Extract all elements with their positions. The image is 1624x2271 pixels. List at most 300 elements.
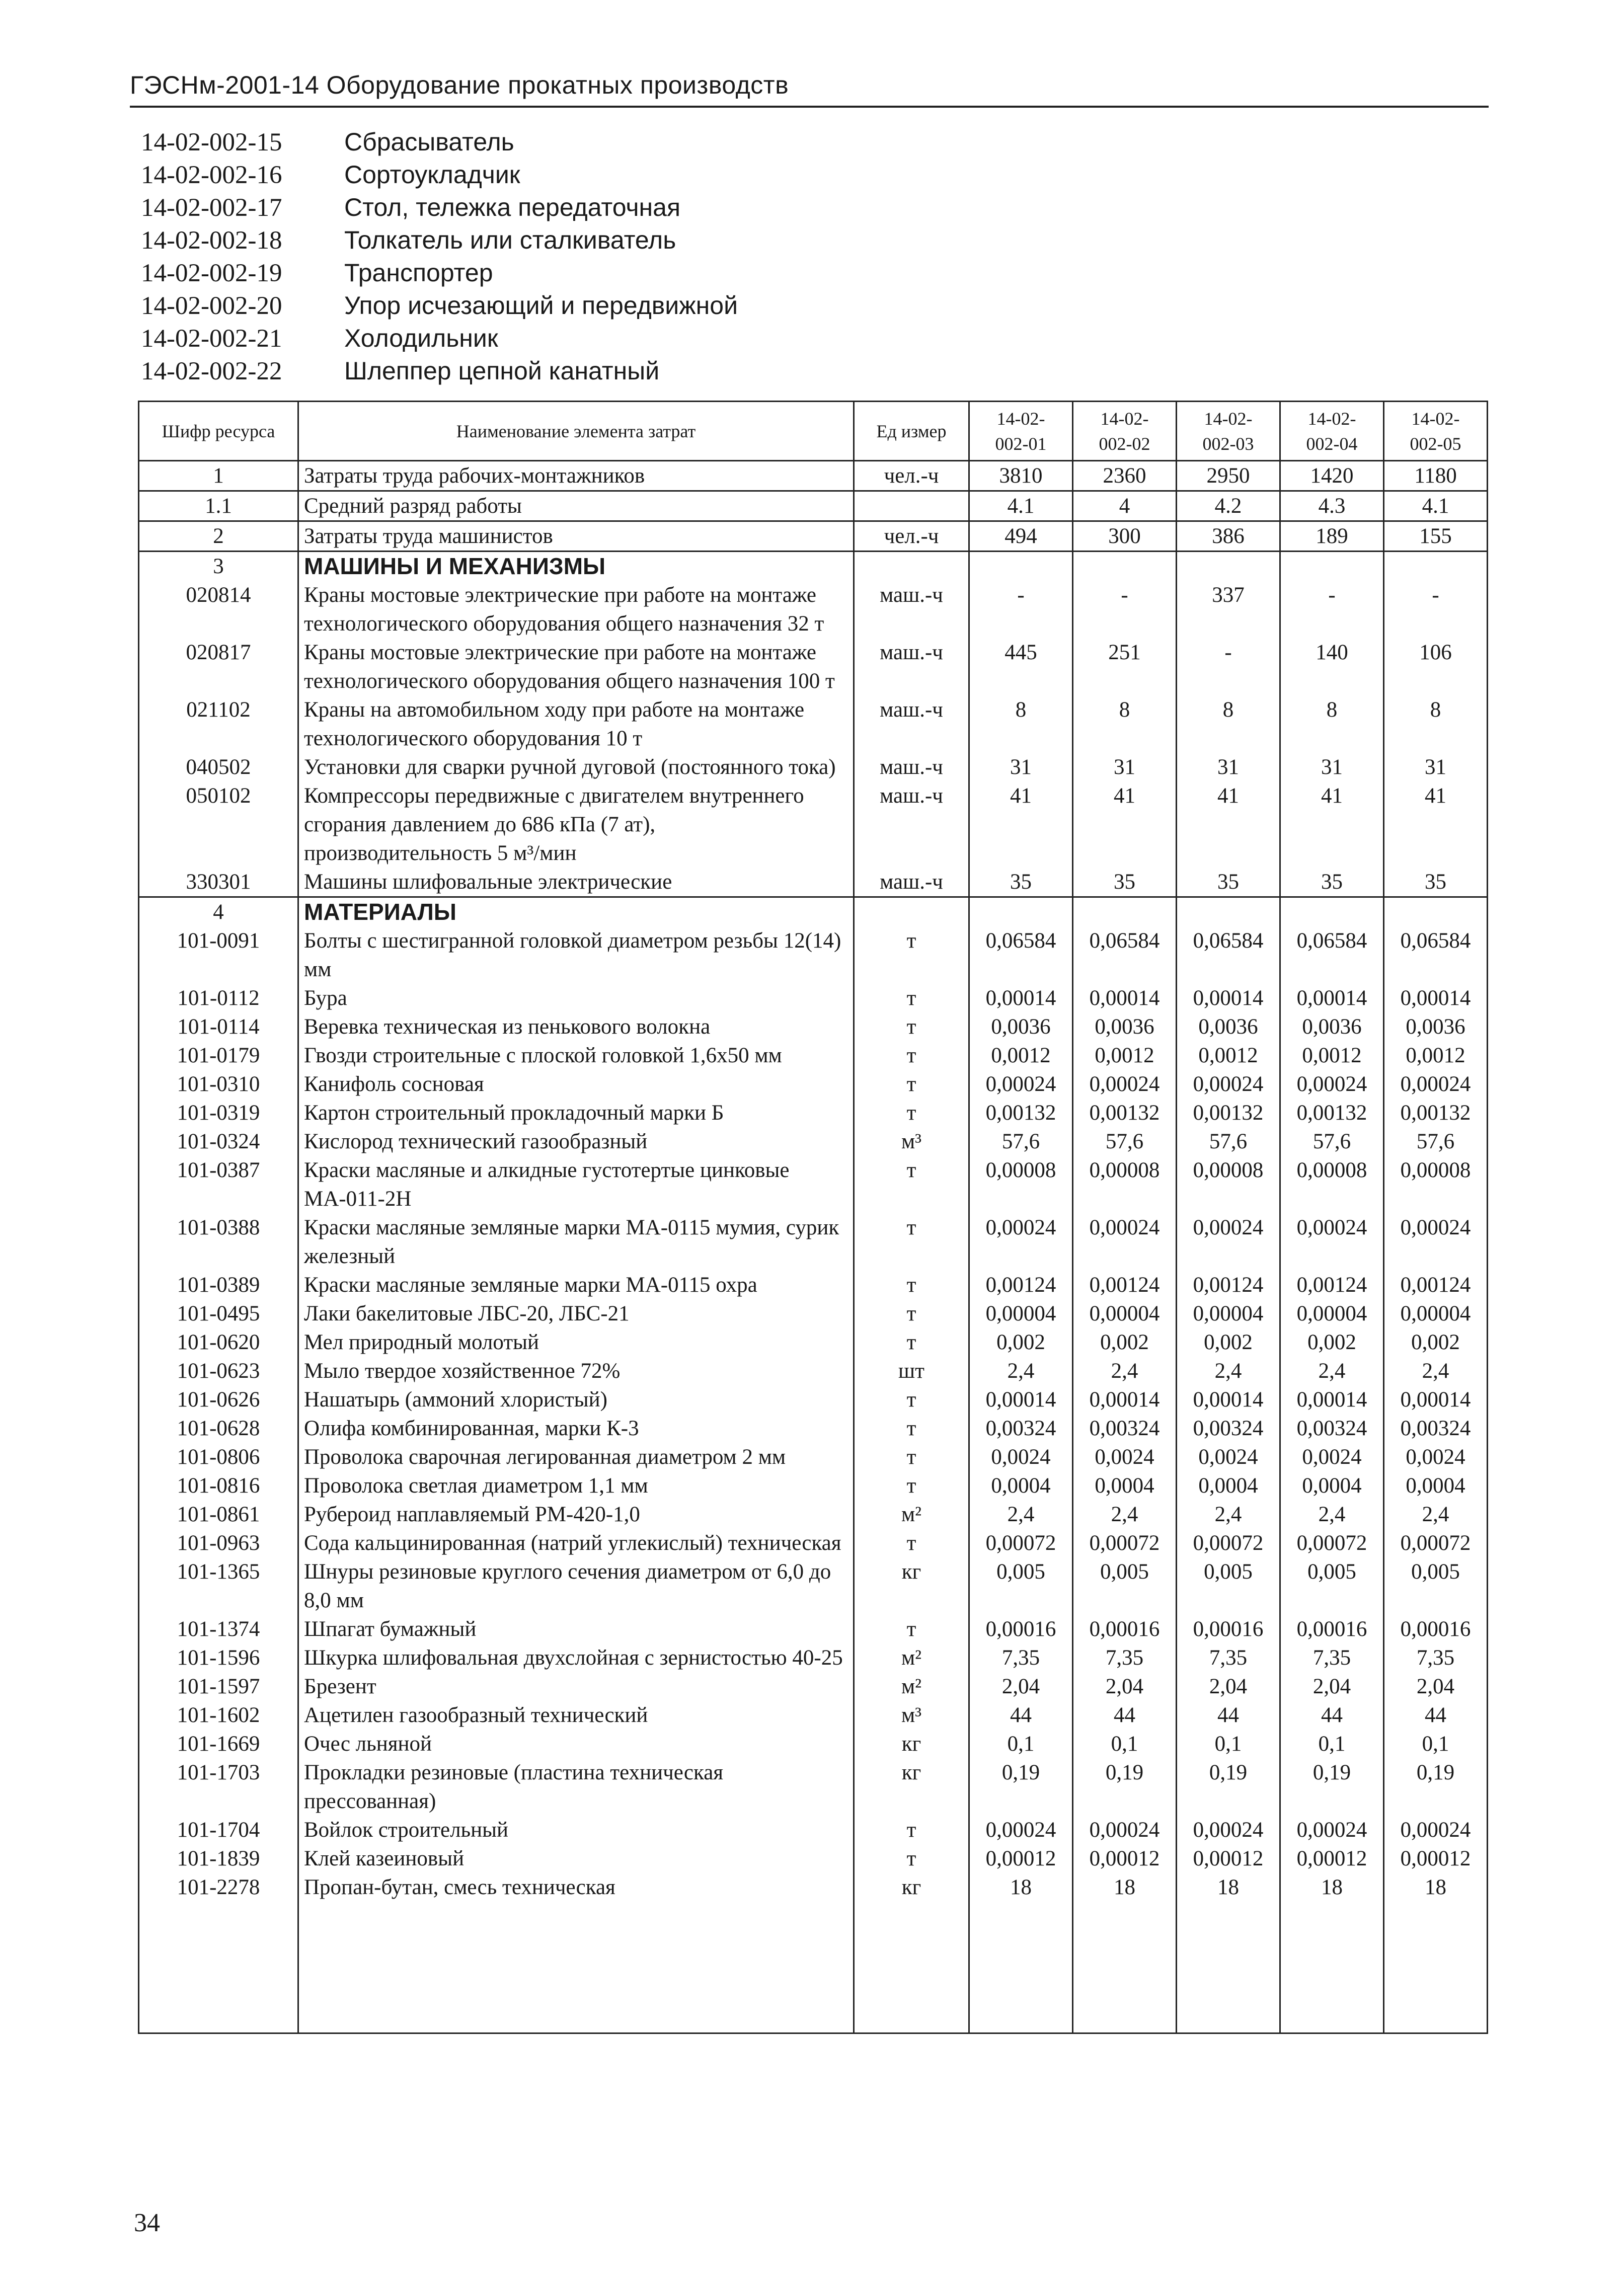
cell-value: 0,002 (1177, 1328, 1280, 1357)
cell-value: 0,00324 (1073, 1414, 1177, 1443)
cell-value (969, 897, 1073, 927)
cell-unit: маш.-ч (854, 868, 969, 897)
table-row (139, 638, 1488, 695)
table-row (139, 1443, 1488, 1471)
cell-value: 35 (1177, 868, 1280, 897)
cell-value: 0,005 (1073, 1557, 1177, 1615)
cell-name: Шкурка шлифовальная двухслойная с зернистостью 40-25 (298, 1643, 854, 1672)
cell-code: 101-0963 (139, 1529, 298, 1557)
cell-value: 0,0004 (1384, 1471, 1488, 1500)
cell-value: 0,00004 (1280, 1299, 1384, 1328)
cell-value: 0,00016 (1280, 1615, 1384, 1643)
code-list-name: Шлеппер цепной канатный (344, 357, 660, 385)
table-row (139, 1730, 1488, 1758)
cell-value (1384, 552, 1488, 581)
cell-value: 18 (1177, 1873, 1280, 1902)
cell-code: 101-1602 (139, 1701, 298, 1730)
cell-value: 0,005 (1384, 1557, 1488, 1615)
cell-value: 57,6 (969, 1127, 1073, 1156)
cell-code: 101-0324 (139, 1127, 298, 1156)
cell-value: 0,00012 (969, 1844, 1073, 1873)
table-row (139, 1385, 1488, 1414)
cell-value: 0,00004 (1384, 1299, 1488, 1328)
code-list-item (141, 191, 738, 224)
table-row (139, 1012, 1488, 1041)
cell-value (969, 552, 1073, 581)
table-row (139, 1643, 1488, 1672)
cell-value: 7,35 (1073, 1643, 1177, 1672)
cell-value: 4 (1073, 491, 1177, 521)
cell-unit: м³ (854, 1701, 969, 1730)
cell-value: - (1384, 581, 1488, 638)
table-row (139, 897, 1488, 927)
cell-value: 251 (1073, 638, 1177, 695)
cell-value: 0,00014 (1280, 984, 1384, 1012)
cell-value: 0,0004 (1280, 1471, 1384, 1500)
cell-code: 330301 (139, 868, 298, 897)
cell-name: Краны мостовые электрические при работе на монтаже технологического оборудования общего назначения 100 т (298, 638, 854, 695)
cell-unit: т (854, 1414, 969, 1443)
cell-value: 0,1 (1177, 1730, 1280, 1758)
cell-value: 0,06584 (969, 926, 1073, 984)
code-list-name: Транспортер (344, 259, 493, 287)
cell-unit: т (854, 1816, 969, 1844)
table-row (139, 781, 1488, 868)
cell-value: 0,06584 (1073, 926, 1177, 984)
cell-blank (1177, 1902, 1280, 2033)
cell-value: 0,00124 (1280, 1271, 1384, 1299)
table-row (139, 1701, 1488, 1730)
cell-value: 0,005 (1177, 1557, 1280, 1615)
cell-name: Проволока сварочная легированная диаметром 2 мм (298, 1443, 854, 1471)
cell-unit: чел.-ч (854, 461, 969, 491)
cell-value: 0,00014 (969, 1385, 1073, 1414)
cell-name: Краски масляные и алкидные густотертые цинковые МА-011-2Н (298, 1156, 854, 1213)
cell-unit: т (854, 1099, 969, 1127)
cell-value: 0,00324 (1177, 1414, 1280, 1443)
page-header-title: ГЭСНм-2001-14 Оборудование прокатных производств (130, 71, 789, 99)
cell-value: 0,002 (1280, 1328, 1384, 1357)
cell-value: 7,35 (1384, 1643, 1488, 1672)
page-number: 34 (134, 2209, 160, 2237)
cell-value: - (969, 581, 1073, 638)
table-row (139, 1127, 1488, 1156)
cell-code: 1.1 (139, 491, 298, 521)
cell-unit: кг (854, 1873, 969, 1902)
cell-code: 101-0389 (139, 1271, 298, 1299)
cell-unit: кг (854, 1758, 969, 1816)
cell-value: 0,19 (1177, 1758, 1280, 1816)
cell-value: 2,4 (1177, 1357, 1280, 1385)
cell-value: 0,1 (1280, 1730, 1384, 1758)
cell-value: 31 (1073, 753, 1177, 781)
cell-value: 0,00024 (969, 1816, 1073, 1844)
cell-value: 0,0036 (969, 1012, 1073, 1041)
cell-value: 0,0012 (1073, 1041, 1177, 1070)
cell-value: 0,00004 (1177, 1299, 1280, 1328)
cell-name: Лаки бакелитовые ЛБС-20, ЛБС-21 (298, 1299, 854, 1328)
cell-value: 2,4 (1280, 1500, 1384, 1529)
code-list-code: 14-02-002-19 (141, 259, 282, 287)
cell-value: 0,19 (1073, 1758, 1177, 1816)
cell-value: 0,0024 (1073, 1443, 1177, 1471)
cell-value: 57,6 (1280, 1127, 1384, 1156)
cell-value: 2,04 (1384, 1672, 1488, 1701)
cell-value: 0,06584 (1177, 926, 1280, 984)
table-header-row (139, 402, 1488, 461)
code-list-code: 14-02-002-16 (141, 161, 282, 189)
cell-value: 2,04 (969, 1672, 1073, 1701)
code-list-code: 14-02-002-15 (141, 128, 282, 156)
cell-name: Пропан-бутан, смесь техническая (298, 1873, 854, 1902)
cell-blank (1073, 1902, 1177, 2033)
cell-code: 1 (139, 461, 298, 491)
cell-value: 31 (1177, 753, 1280, 781)
table-row (139, 695, 1488, 753)
cell-value: 18 (969, 1873, 1073, 1902)
cell-value: 7,35 (1280, 1643, 1384, 1672)
cell-value: 0,19 (969, 1758, 1073, 1816)
cell-value: 0,00016 (969, 1615, 1073, 1643)
cell-value: 0,06584 (1384, 926, 1488, 984)
cell-blank (854, 1902, 969, 2033)
col-header-name: Наименование элемента затрат (298, 402, 854, 461)
cell-value: 0,00132 (1177, 1099, 1280, 1127)
cell-value (1280, 552, 1384, 581)
table-row (139, 1758, 1488, 1816)
cell-name: Нашатырь (аммоний хлористый) (298, 1385, 854, 1414)
cell-name: Канифоль сосновая (298, 1070, 854, 1099)
cell-value: 0,005 (1280, 1557, 1384, 1615)
cell-value: 0,00012 (1177, 1844, 1280, 1873)
cell-value: 57,6 (1073, 1127, 1177, 1156)
code-list-item (141, 126, 738, 159)
cell-value: 57,6 (1384, 1127, 1488, 1156)
cell-value: 0,0012 (1384, 1041, 1488, 1070)
cell-unit: м³ (854, 1127, 969, 1156)
cell-name: Установки для сварки ручной дуговой (постоянного тока) (298, 753, 854, 781)
cell-value: 0,00024 (1280, 1070, 1384, 1099)
cell-name: Прокладки резиновые (пластина техническая прессованная) (298, 1758, 854, 1816)
cell-code: 101-0091 (139, 926, 298, 984)
cell-value: 44 (1073, 1701, 1177, 1730)
cell-blank (139, 1902, 298, 2033)
cell-code: 101-1374 (139, 1615, 298, 1643)
table-row (139, 1557, 1488, 1615)
cell-value: 0,00012 (1073, 1844, 1177, 1873)
cell-unit: т (854, 1041, 969, 1070)
cell-unit: м² (854, 1500, 969, 1529)
cell-unit: т (854, 984, 969, 1012)
cell-unit: кг (854, 1557, 969, 1615)
cell-value: 8 (1177, 695, 1280, 753)
table-blank-row (139, 1902, 1488, 2033)
cell-name: Шнуры резиновые круглого сечения диаметром от 6,0 до 8,0 мм (298, 1557, 854, 1615)
cell-value: 0,00014 (1177, 984, 1280, 1012)
cell-value: 41 (1384, 781, 1488, 868)
table-row (139, 1271, 1488, 1299)
cell-unit: т (854, 1471, 969, 1500)
cell-value: 0,002 (1384, 1328, 1488, 1357)
cell-unit (854, 552, 969, 581)
cell-code: 101-0179 (139, 1041, 298, 1070)
cell-name: Очес льняной (298, 1730, 854, 1758)
code-list-name: Холодильник (344, 324, 498, 352)
cell-value: 0,00008 (1384, 1156, 1488, 1213)
cell-name: Войлок строительный (298, 1816, 854, 1844)
cell-value: 0,0036 (1073, 1012, 1177, 1041)
cell-name: Брезент (298, 1672, 854, 1701)
cell-unit: т (854, 1529, 969, 1557)
cell-value: 0,00014 (1073, 1385, 1177, 1414)
cell-value: 41 (969, 781, 1073, 868)
table-row (139, 753, 1488, 781)
cell-value: 35 (1280, 868, 1384, 897)
cell-value: 155 (1384, 521, 1488, 552)
cell-value: 0,00008 (1177, 1156, 1280, 1213)
cell-value: 0,06584 (1280, 926, 1384, 984)
cell-value: 0,00124 (1177, 1271, 1280, 1299)
cell-value: 0,0004 (969, 1471, 1073, 1500)
cell-value: 0,00008 (969, 1156, 1073, 1213)
cell-name: Краски масляные земляные марки МА-0115 охра (298, 1271, 854, 1299)
table-row (139, 1873, 1488, 1902)
code-list-code: 14-02-002-21 (141, 325, 282, 353)
cell-value: 0,0024 (1177, 1443, 1280, 1471)
cell-name: Болты с шестигранной головкой диаметром резьбы 12(14) мм (298, 926, 854, 984)
cell-value: 7,35 (1177, 1643, 1280, 1672)
cell-name: Веревка техническая из пенькового волокна (298, 1012, 854, 1041)
cell-value: 2,04 (1177, 1672, 1280, 1701)
cell-value: 7,35 (969, 1643, 1073, 1672)
cell-code: 101-0806 (139, 1443, 298, 1471)
table-row (139, 1328, 1488, 1357)
cell-value: 41 (1073, 781, 1177, 868)
cell-value (1073, 552, 1177, 581)
cell-value: 2,4 (969, 1500, 1073, 1529)
cell-unit: шт (854, 1357, 969, 1385)
cell-value: 0,00014 (969, 984, 1073, 1012)
cell-value: 0,00024 (969, 1070, 1073, 1099)
cell-value: 386 (1177, 521, 1280, 552)
cell-code: 050102 (139, 781, 298, 868)
cell-unit: т (854, 1385, 969, 1414)
cell-value: 0,0036 (1177, 1012, 1280, 1041)
cell-value: 4.1 (969, 491, 1073, 521)
cell-value: 0,00024 (1280, 1213, 1384, 1271)
table-row (139, 581, 1488, 638)
table-row (139, 1213, 1488, 1271)
code-list-name: Упор исчезающий и передвижной (344, 291, 738, 320)
cell-unit: маш.-ч (854, 638, 969, 695)
code-list-name: Стол, тележка передаточная (344, 193, 681, 221)
cell-value: 300 (1073, 521, 1177, 552)
cell-value: 0,00008 (1073, 1156, 1177, 1213)
cell-code: 101-0112 (139, 984, 298, 1012)
cell-value: 0,1 (1073, 1730, 1177, 1758)
cell-name: Бура (298, 984, 854, 1012)
cell-value (1073, 897, 1177, 927)
cell-name: МАШИНЫ И МЕХАНИЗМЫ (298, 552, 854, 581)
cell-value: 31 (1384, 753, 1488, 781)
cell-value: 0,00004 (1073, 1299, 1177, 1328)
table-row (139, 552, 1488, 581)
cell-value: 0,0024 (969, 1443, 1073, 1471)
cell-value: - (1280, 581, 1384, 638)
table-row (139, 926, 1488, 984)
cell-name: Затраты труда рабочих-монтажников (298, 461, 854, 491)
cell-name: Краны мостовые электрические при работе на монтаже технологического оборудования общего назначения 32 т (298, 581, 854, 638)
cell-name: Проволока светлая диаметром 1,1 мм (298, 1471, 854, 1500)
table-row (139, 1471, 1488, 1500)
cell-value: 106 (1384, 638, 1488, 695)
cell-code: 101-0626 (139, 1385, 298, 1414)
cell-value: 0,00132 (1280, 1099, 1384, 1127)
cell-value: 8 (1073, 695, 1177, 753)
cell-value: 2,4 (1073, 1500, 1177, 1529)
cell-value (1384, 897, 1488, 927)
code-list-item (141, 257, 738, 289)
cell-name: Краски масляные земляные марки МА-0115 мумия, сурик железный (298, 1213, 854, 1271)
cell-value: 0,00024 (1384, 1213, 1488, 1271)
cell-value: 1180 (1384, 461, 1488, 491)
table-row (139, 461, 1488, 491)
cell-value: 18 (1384, 1873, 1488, 1902)
cell-value: 35 (969, 868, 1073, 897)
cell-value: 18 (1073, 1873, 1177, 1902)
cell-value: 0,00014 (1177, 1385, 1280, 1414)
cell-unit: чел.-ч (854, 521, 969, 552)
cell-value: 494 (969, 521, 1073, 552)
cell-value: 0,00024 (1384, 1070, 1488, 1099)
cell-value: 0,00014 (1384, 1385, 1488, 1414)
resource-table (138, 401, 1488, 2034)
cell-value: 0,0036 (1384, 1012, 1488, 1041)
cell-value: 2,4 (1073, 1357, 1177, 1385)
cell-value: 0,00124 (1384, 1271, 1488, 1299)
cell-unit: т (854, 1443, 969, 1471)
col-header-5: 14-02- 002-05 (1384, 402, 1488, 461)
code-list-item (141, 355, 738, 387)
cell-value: 2,4 (1384, 1500, 1488, 1529)
cell-value: 0,0036 (1280, 1012, 1384, 1041)
cell-value: 0,00016 (1073, 1615, 1177, 1643)
cell-value: 0,002 (1073, 1328, 1177, 1357)
cell-name: Мел природный молотый (298, 1328, 854, 1357)
col-header-1: 14-02- 002-01 (969, 402, 1073, 461)
cell-value: 2,4 (1280, 1357, 1384, 1385)
cell-value: 2,04 (1280, 1672, 1384, 1701)
cell-value: 0,0012 (969, 1041, 1073, 1070)
cell-value: 0,00004 (969, 1299, 1073, 1328)
cell-code: 101-0861 (139, 1500, 298, 1529)
cell-value: 0,00014 (1073, 984, 1177, 1012)
cell-value: 8 (969, 695, 1073, 753)
cell-code: 101-1597 (139, 1672, 298, 1701)
cell-code: 101-1839 (139, 1844, 298, 1873)
cell-value: 0,00014 (1280, 1385, 1384, 1414)
cell-code: 101-0628 (139, 1414, 298, 1443)
cell-name: Краны на автомобильном ходу при работе на монтаже технологического оборудования 10 т (298, 695, 854, 753)
cell-value: 337 (1177, 581, 1280, 638)
cell-value: 0,0004 (1073, 1471, 1177, 1500)
cell-code: 040502 (139, 753, 298, 781)
cell-name: Клей казеиновый (298, 1844, 854, 1873)
cell-value: 0,00124 (1073, 1271, 1177, 1299)
cell-value: 189 (1280, 521, 1384, 552)
cell-value: 0,1 (1384, 1730, 1488, 1758)
cell-code: 101-0310 (139, 1070, 298, 1099)
cell-value: 44 (1280, 1701, 1384, 1730)
cell-name: Ацетилен газообразный технический (298, 1701, 854, 1730)
cell-value: 0,00024 (1177, 1070, 1280, 1099)
cell-name: Средний разряд работы (298, 491, 854, 521)
cell-code: 101-0623 (139, 1357, 298, 1385)
table-row (139, 1070, 1488, 1099)
cell-unit: маш.-ч (854, 753, 969, 781)
cell-value: 4.3 (1280, 491, 1384, 521)
cell-value: 0,0012 (1280, 1041, 1384, 1070)
cell-value: 31 (1280, 753, 1384, 781)
table-row (139, 1414, 1488, 1443)
cell-value: 0,00008 (1280, 1156, 1384, 1213)
table-row (139, 1816, 1488, 1844)
cell-name: Картон строительный прокладочный марки Б (298, 1099, 854, 1127)
cell-value: 2,4 (969, 1357, 1073, 1385)
cell-name: Мыло твердое хозяйственное 72% (298, 1357, 854, 1385)
cell-value: 0,0004 (1177, 1471, 1280, 1500)
cell-value: 0,00012 (1280, 1844, 1384, 1873)
cell-code: 101-0495 (139, 1299, 298, 1328)
cell-code: 101-0319 (139, 1099, 298, 1127)
cell-value: 3810 (969, 461, 1073, 491)
cell-value: 0,002 (969, 1328, 1073, 1357)
table-row (139, 1844, 1488, 1873)
cell-unit: т (854, 926, 969, 984)
col-header-2: 14-02- 002-02 (1073, 402, 1177, 461)
cell-value: 41 (1280, 781, 1384, 868)
code-list-code: 14-02-002-20 (141, 292, 282, 320)
table-row (139, 1299, 1488, 1328)
cell-unit: т (854, 1615, 969, 1643)
cell-code: 101-1669 (139, 1730, 298, 1758)
cell-name: Олифа комбинированная, марки К-3 (298, 1414, 854, 1443)
code-list-item (141, 289, 738, 322)
code-list-item (141, 224, 738, 257)
cell-value: 0,00132 (1073, 1099, 1177, 1127)
cell-code: 020814 (139, 581, 298, 638)
cell-code: 101-1365 (139, 1557, 298, 1615)
cell-code: 101-0114 (139, 1012, 298, 1041)
cell-value: 0,005 (969, 1557, 1073, 1615)
cell-unit: т (854, 1012, 969, 1041)
cell-value: 2,04 (1073, 1672, 1177, 1701)
cell-value: 0,19 (1280, 1758, 1384, 1816)
cell-value: 2360 (1073, 461, 1177, 491)
cell-name: МАТЕРИАЛЫ (298, 897, 854, 927)
cell-value: 0,00324 (1280, 1414, 1384, 1443)
page-header (130, 64, 1489, 108)
cell-code: 3 (139, 552, 298, 581)
cell-value: 0,00024 (1073, 1070, 1177, 1099)
code-list-code: 14-02-002-17 (141, 194, 282, 222)
cell-code: 101-1704 (139, 1816, 298, 1844)
cell-code: 101-0816 (139, 1471, 298, 1500)
cell-value: - (1177, 638, 1280, 695)
cell-value: 44 (1177, 1701, 1280, 1730)
cell-value: 1420 (1280, 461, 1384, 491)
table-row (139, 868, 1488, 897)
